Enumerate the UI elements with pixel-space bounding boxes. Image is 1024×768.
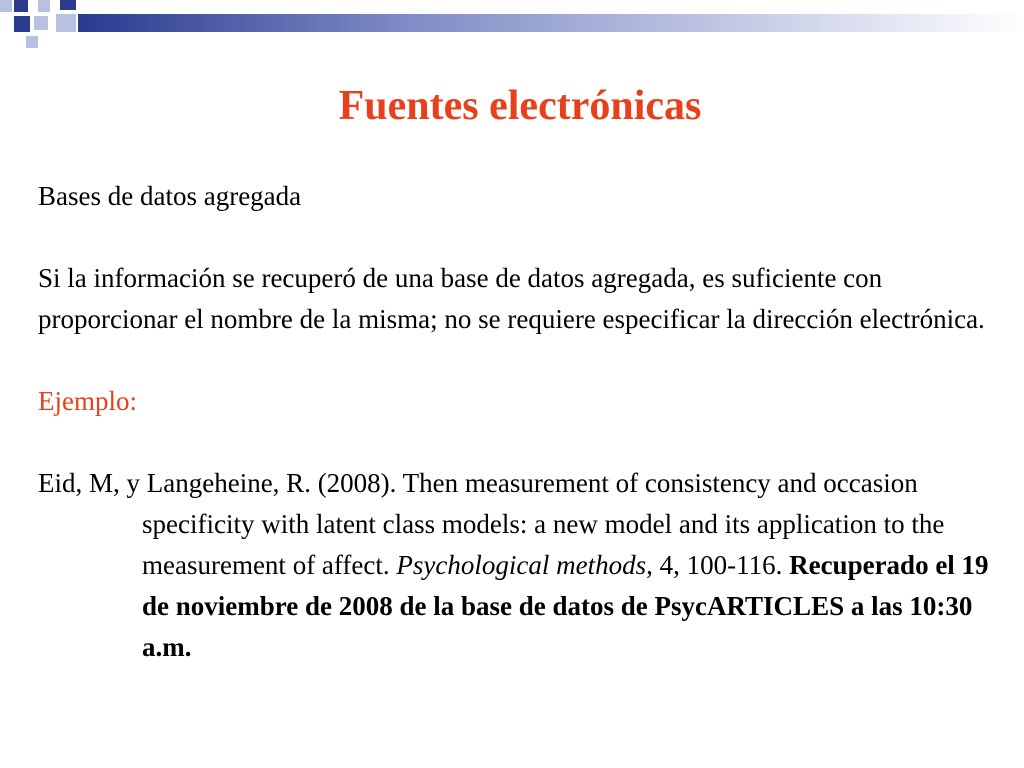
reference-authors-title: Eid, M, y Langeheine, R. (2008). Then measurement of consistency and occasion specificity with latent class models: a new model and its application to the measurement of affect. bbox=[38, 468, 945, 580]
reference-entry bbox=[38, 463, 998, 668]
slide-body bbox=[38, 176, 998, 668]
reference-retrieval: Recuperado el 19 de noviembre de 2008 de la base de datos de PsycARTICLES a las 10:30 a.m. bbox=[142, 550, 989, 662]
subheading: Bases de datos agregada bbox=[38, 181, 302, 211]
slide-title: Fuentes electrónicas bbox=[338, 83, 702, 129]
paragraph: Si la información se recuperó de una base de datos agregada, es suficiente con proporcionar el nombre de la misma; no se requiere especificar la dirección electrónica. bbox=[38, 263, 985, 334]
reference-volume-pages: , 4, 100-116. bbox=[646, 550, 783, 580]
decorative-squares-graphic bbox=[0, 0, 1024, 60]
reference-journal: Psychological methods bbox=[396, 550, 647, 580]
example-label: Ejemplo: bbox=[38, 386, 137, 416]
